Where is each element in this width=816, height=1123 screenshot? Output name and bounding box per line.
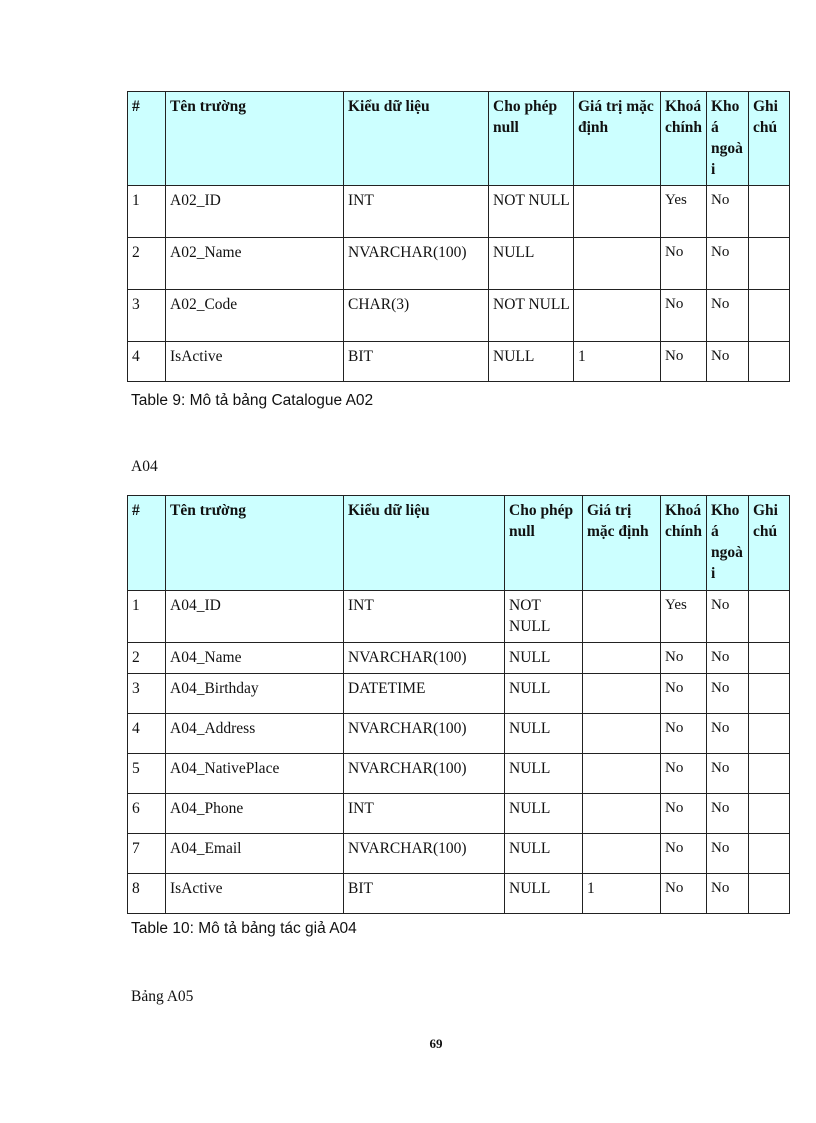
cell: INT — [344, 794, 505, 834]
header-cell: Tên trường — [166, 92, 344, 186]
cell: No — [661, 714, 707, 754]
table-row — [128, 754, 790, 794]
cell: NULL — [505, 874, 583, 914]
header-cell: Ghi chú — [749, 496, 790, 591]
header-cell: Khoá chính — [661, 496, 707, 591]
cell: DATETIME — [344, 674, 505, 714]
table-row — [128, 714, 790, 754]
header-cell: Cho phép null — [489, 92, 574, 186]
cell: No — [661, 874, 707, 914]
cell: Yes — [661, 591, 707, 643]
cell — [574, 238, 661, 290]
cell: 8 — [128, 874, 166, 914]
cell: NULL — [505, 754, 583, 794]
cell: No — [707, 186, 749, 238]
section-heading: A04 — [131, 458, 158, 475]
table-row — [128, 643, 790, 674]
cell: INT — [344, 591, 505, 643]
cell: A02_Name — [166, 238, 344, 290]
cell: NULL — [489, 342, 574, 382]
table-header-row — [128, 92, 790, 186]
cell — [583, 674, 661, 714]
cell: 1 — [583, 874, 661, 914]
cell: A04_Name — [166, 643, 344, 674]
table-row — [128, 591, 790, 643]
cell: No — [707, 794, 749, 834]
table-row — [128, 342, 790, 382]
table-header-row — [128, 496, 790, 591]
cell — [749, 591, 790, 643]
cell: NULL — [489, 238, 574, 290]
cell: Yes — [661, 186, 707, 238]
header-cell: Tên trường — [166, 496, 344, 591]
cell: 1 — [128, 186, 166, 238]
cell: A04_NativePlace — [166, 754, 344, 794]
cell: NOT NULL — [505, 591, 583, 643]
header-cell: # — [128, 92, 166, 186]
section-heading: Bảng A05 — [131, 988, 194, 1005]
cell: A04_ID — [166, 591, 344, 643]
cell: No — [707, 714, 749, 754]
cell: No — [661, 238, 707, 290]
header-cell: Giá trị mặc định — [574, 92, 661, 186]
table-row — [128, 290, 790, 342]
cell — [574, 290, 661, 342]
cell: IsActive — [166, 342, 344, 382]
cell — [749, 754, 790, 794]
header-cell: Giá trị mặc định — [583, 496, 661, 591]
cell: A02_Code — [166, 290, 344, 342]
header-cell: Kiểu dữ liệu — [344, 496, 505, 591]
cell: No — [707, 591, 749, 643]
cell: A04_Phone — [166, 794, 344, 834]
cell: No — [707, 754, 749, 794]
cell: NULL — [505, 674, 583, 714]
table-caption: Table 10: Mô tả bảng tác giả A04 — [131, 920, 357, 937]
header-cell: Ghi chú — [749, 92, 790, 186]
cell: No — [661, 290, 707, 342]
cell: A02_ID — [166, 186, 344, 238]
cell: A04_Email — [166, 834, 344, 874]
cell: 3 — [128, 290, 166, 342]
cell: NOT NULL — [489, 186, 574, 238]
cell — [583, 643, 661, 674]
table-caption: Table 9: Mô tả bảng Catalogue A02 — [131, 392, 374, 409]
cell: 2 — [128, 643, 166, 674]
page-number: 69 — [429, 1036, 443, 1051]
cell: NOT NULL — [489, 290, 574, 342]
cell — [749, 794, 790, 834]
cell: No — [707, 643, 749, 674]
table-row — [128, 794, 790, 834]
table-a02 — [127, 91, 790, 382]
cell: 6 — [128, 794, 166, 834]
cell — [583, 714, 661, 754]
cell: NVARCHAR(100) — [344, 834, 505, 874]
cell: INT — [344, 186, 489, 238]
table-row — [128, 238, 790, 290]
cell: 5 — [128, 754, 166, 794]
cell — [749, 834, 790, 874]
cell — [583, 754, 661, 794]
cell — [749, 674, 790, 714]
cell — [583, 834, 661, 874]
cell: No — [707, 342, 749, 382]
cell — [749, 290, 790, 342]
cell: 4 — [128, 714, 166, 754]
cell — [749, 342, 790, 382]
cell: 2 — [128, 238, 166, 290]
table-row — [128, 186, 790, 238]
cell — [583, 794, 661, 834]
header-cell: Cho phép null — [505, 496, 583, 591]
cell: BIT — [344, 874, 505, 914]
cell: No — [707, 674, 749, 714]
cell: 3 — [128, 674, 166, 714]
cell: NVARCHAR(100) — [344, 643, 505, 674]
cell: 1 — [128, 591, 166, 643]
cell: No — [661, 674, 707, 714]
table-row — [128, 874, 790, 914]
cell — [749, 186, 790, 238]
cell: NVARCHAR(100) — [344, 714, 505, 754]
cell: NULL — [505, 794, 583, 834]
cell: A04_Birthday — [166, 674, 344, 714]
cell: 7 — [128, 834, 166, 874]
header-cell: Khoá ngoài — [707, 92, 749, 186]
cell: No — [661, 794, 707, 834]
cell: No — [707, 290, 749, 342]
cell: No — [661, 834, 707, 874]
cell: No — [661, 342, 707, 382]
cell — [749, 643, 790, 674]
table-row — [128, 674, 790, 714]
cell: CHAR(3) — [344, 290, 489, 342]
cell — [749, 714, 790, 754]
cell: NVARCHAR(100) — [344, 754, 505, 794]
header-cell: # — [128, 496, 166, 591]
table-a04 — [127, 495, 790, 914]
cell: No — [661, 643, 707, 674]
cell — [749, 238, 790, 290]
cell: 4 — [128, 342, 166, 382]
cell: IsActive — [166, 874, 344, 914]
cell: No — [707, 834, 749, 874]
header-cell: Kiểu dữ liệu — [344, 92, 489, 186]
cell: NULL — [505, 643, 583, 674]
cell: NULL — [505, 834, 583, 874]
cell — [574, 186, 661, 238]
cell — [749, 874, 790, 914]
cell: No — [661, 754, 707, 794]
cell: No — [707, 238, 749, 290]
cell — [583, 591, 661, 643]
cell: 1 — [574, 342, 661, 382]
cell: NULL — [505, 714, 583, 754]
cell: A04_Address — [166, 714, 344, 754]
cell: No — [707, 874, 749, 914]
cell: NVARCHAR(100) — [344, 238, 489, 290]
header-cell: Khoá chính — [661, 92, 707, 186]
header-cell: Khoá ngoài — [707, 496, 749, 591]
table-row — [128, 834, 790, 874]
cell: BIT — [344, 342, 489, 382]
